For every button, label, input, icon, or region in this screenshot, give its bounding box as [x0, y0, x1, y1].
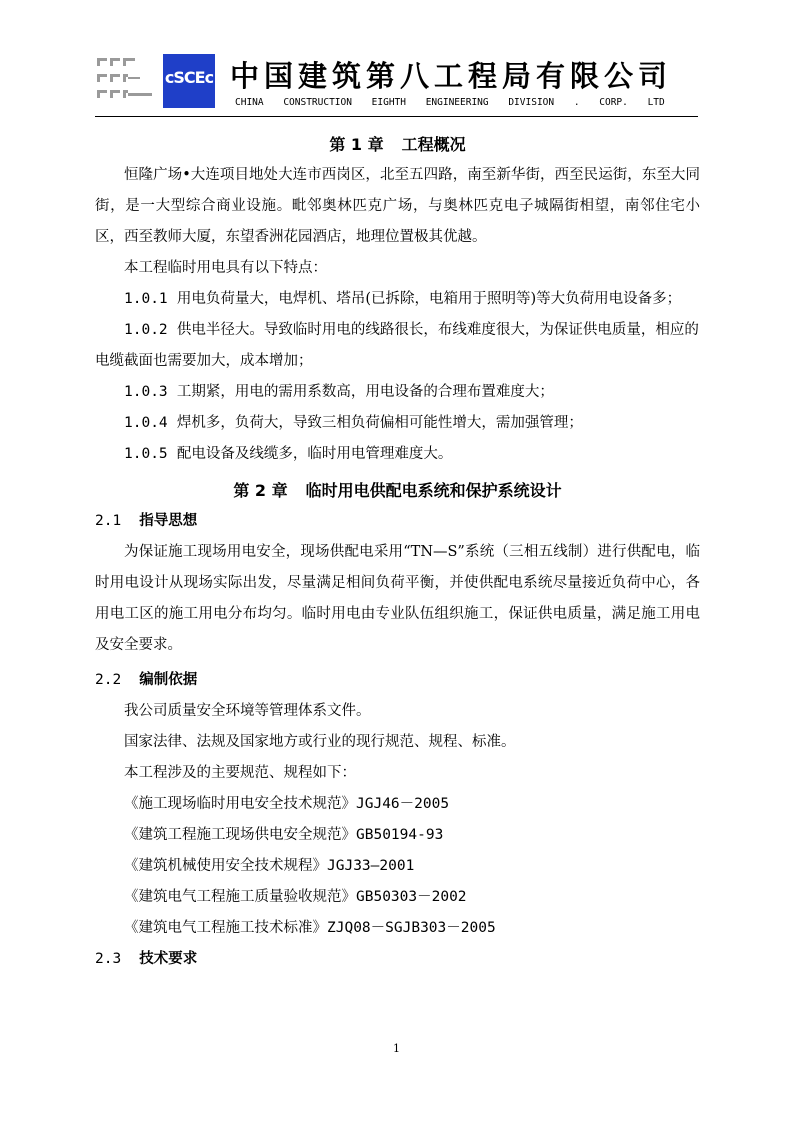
page-header [95, 50, 700, 116]
standard-item: 《建筑电气工程施工质量验收规范》GB50303－2002 [124, 889, 467, 905]
basis-line: 我公司质量安全环境等管理体系文件。 [124, 703, 371, 719]
document-body [95, 130, 700, 975]
standard-item: 《施工现场临时用电安全技术规范》JGJ46－2005 [124, 796, 450, 812]
cscec-logo [163, 54, 215, 108]
chapter-2-text: 临时用电供配电系统和保护系统设计 [305, 481, 562, 500]
chapter-2-number: 第 2 章 [233, 481, 288, 500]
section-2-2-heading: 2.2 编制依据 [95, 672, 198, 688]
company-name-en: CHINA CONSTRUCTION EIGHTH ENGINEERING DIVISION . CORP. LTD [235, 97, 665, 108]
company-name-cn: 中国建筑第八工程局有限公司 [230, 59, 673, 93]
chapter-1-title [95, 130, 700, 160]
feature-item: 1.0.5 配电设备及线缆多，临时用电管理难度大。 [124, 446, 453, 462]
project-intro-paragraph: 恒隆广场•大连项目地处大连市西岗区，北至五四路，南至新华街，西至民运街，东至大同街，是一大型综合商业设施。毗邻奥林匹克广场，与奥林匹克电子城隔街相望，南邻住宅小区，西至教师大厦，东望香洲花园酒店，地理位置极其优越。 [95, 167, 700, 245]
standard-item: 《建筑工程施工现场供电安全规范》GB50194-93 [124, 827, 444, 843]
logo-text: cSCEc [164, 68, 214, 87]
chapter-1-text: 工程概况 [401, 135, 466, 154]
chapter-2-title [95, 476, 700, 506]
section-2-3-heading: 2.3 技术要求 [95, 951, 198, 967]
chapter-1-number: 第 1 章 [329, 135, 384, 154]
features-intro: 本工程临时用电具有以下特点： [124, 260, 327, 276]
feature-item: 1.0.3 工期紧，用电的需用系数高，用电设备的合理布置难度大； [124, 384, 554, 400]
feature-item: 1.0.4 焊机多，负荷大，导致三相负荷偏相可能性增大，需加强管理； [124, 415, 583, 431]
standard-item: 《建筑机械使用安全技术规程》JGJ33—2001 [124, 858, 415, 874]
basis-line: 国家法律、法规及国家地方或行业的现行规范、规程、标准。 [124, 734, 516, 750]
basis-line: 本工程涉及的主要规范、规程如下： [124, 765, 356, 781]
section-2-1-heading: 2.1 指导思想 [95, 513, 198, 529]
header-divider [95, 116, 698, 117]
feature-item: 1.0.1 用电负荷量大，电焊机、塔吊(已拆除，电箱用于照明等)等大负荷用电设备多； [124, 291, 682, 307]
page-number: 1 [393, 1042, 400, 1055]
feature-item: 1.0.2 供电半径大。导致临时用电的线路很长，布线难度很大，为保证供电质量，相应的电缆截面也需要加大，成本增加； [95, 322, 699, 369]
standard-item: 《建筑电气工程施工技术标准》ZJQ08－SGJB303－2005 [124, 920, 496, 936]
company-logo-lines-icon [95, 56, 155, 106]
guiding-principle-paragraph: 为保证施工现场用电安全，现场供配电采用“TN—S”系统（三相五线制）进行供配电，临时用电设计从现场实际出发，尽量满足相间负荷平衡，并使供配电系统尽量接近负荷中心，各用电工区的施工用电分布均匀。临时用电由专业队伍组织施工，保证供电质量，满足施工用电及安全要求。 [95, 544, 700, 653]
